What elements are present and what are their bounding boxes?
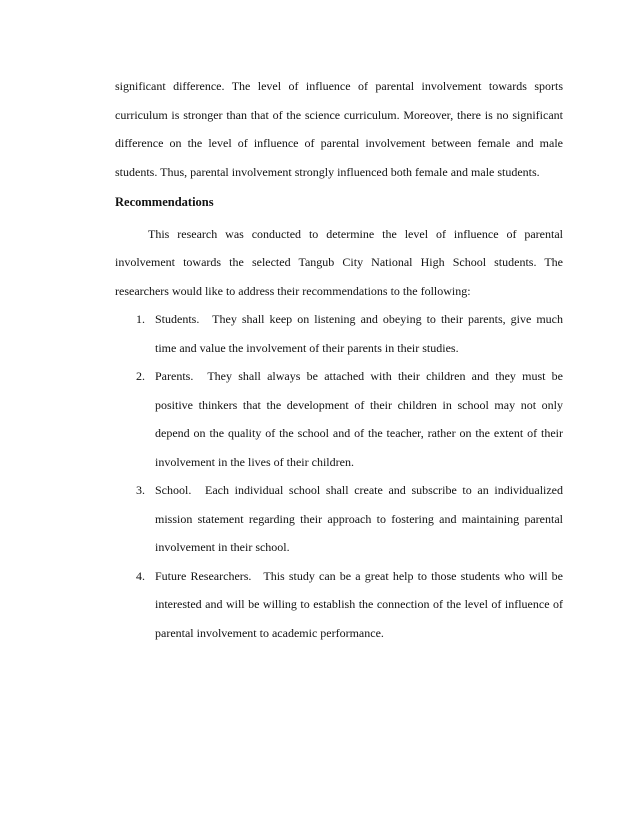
list-item <box>115 476 563 562</box>
list-item <box>115 305 563 362</box>
list-item-text: This study can be a great help to those students who will be interested and will be willing to establish the connection of the level of influence of parental involvement to academic performance. <box>155 568 563 640</box>
list-item-number: 4. <box>136 568 145 583</box>
list-item-number: 3. <box>136 483 145 497</box>
recommendations-list <box>115 305 563 647</box>
list-item-title: School. <box>155 483 192 497</box>
list-item-text: Each individual school shall create and subscribe to an individualized mission statement regarding their approach to fostering and maintaining parental involvement in their school. <box>155 483 564 554</box>
list-item <box>115 362 563 476</box>
list-item-text: They shall always be attached with their children and they must be positive thinkers that the development of their children in school may not only depend on the quality of the school and of the teacher, rather on the extent of their involvement in the lives of their children. <box>155 369 563 469</box>
list-item-number: 2. <box>136 369 145 383</box>
document-body <box>115 72 563 647</box>
section-heading-recommendations: Recommendations <box>115 195 214 209</box>
intro-paragraph: significant difference. The level of influence of parental involvement towards sports curriculum is stronger than that of the science curriculum. Moreover, there is no significant difference on the level of influence of parental involvement between female and male students. Thus, parental involvement strongly influenced both female and male students. <box>115 79 563 179</box>
recommendations-paragraph: This research was conducted to determine the level of influence of parental involvement towards the selected Tangub City National High School students. The researchers would like to address their recommendations to the following: <box>115 226 563 298</box>
list-item-number: 1. <box>136 312 145 326</box>
list-item-title: Future Researchers. <box>155 568 252 583</box>
list-item-title: Students. <box>155 312 200 326</box>
list-item <box>115 562 563 648</box>
list-item-text: They shall keep on listening and obeying to their parents, give much time and value the involvement of their parents in their studies. <box>155 312 563 355</box>
list-item-title: Parents. <box>155 369 194 383</box>
